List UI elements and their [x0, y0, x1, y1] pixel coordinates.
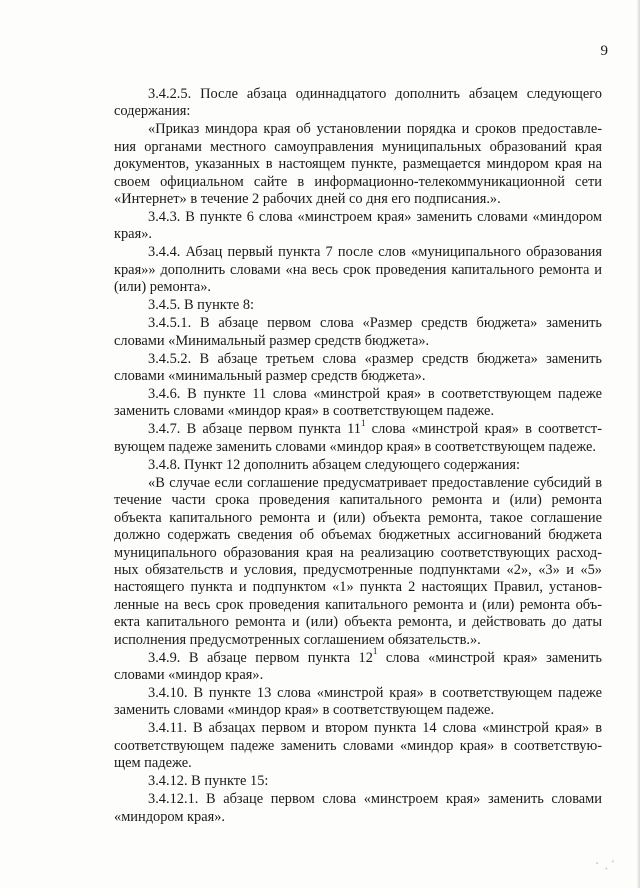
quoted-paragraph-order: «Приказ миндора края об установлении порядка и сроков предоставления органами местного самоуправления муниципальных образований края документов, указанных в настоящем пункте, размещается миндором края на своем официальном сайте в информационно-телекоммуникационной сети «Интернет» в течение 2 рабочих дней со дня его подписания.».: [114, 121, 602, 208]
paragraph-3-4-10: 3.4.10. В пункте 13 слова «минстрой края» в соответствующем падеже заменить словами «миндор края» в соответствующем падеже.: [114, 684, 602, 719]
paragraph-3-4-4: 3.4.4. Абзац первый пункта 7 после слов «муниципального образования края»» дополнить словами «на весь срок проведения капитального ремонта и (или) ремонта».: [114, 244, 602, 296]
scan-artifact: [592, 856, 618, 874]
paragraph-3-4-6: 3.4.6. В пункте 11 слова «минстрой края» в соответствующем падеже заменить словами «миндор края» в соответствующем падеже.: [114, 386, 602, 420]
paragraph-3-4-8: 3.4.8. Пункт 12 дополнить абзацем следующего содержания:: [148, 456, 521, 473]
paragraph-3-4-11: 3.4.11. В абзацах первом и втором пункта 14 слова «минстрой края» в соответствующем падеже заменить словами «миндор края» в соответствующем падеже.: [114, 720, 602, 772]
paragraph-3-4-7-start: 3.4.7. В абзаце первом пункта 11: [148, 421, 361, 438]
superscript-index: 1: [360, 417, 366, 428]
paragraph-3-4-9-end: слова «минстрой края» заменить словами «миндор края».: [114, 649, 602, 683]
paragraph-3-4-9-start: 3.4.9. В абзаце первом пункта 12: [148, 649, 373, 666]
paragraph-3-4-3: 3.4.3. В пункте 6 слова «минстроем края» заменить словами «миндором края».: [114, 209, 602, 243]
superscript-index: 1: [372, 645, 378, 656]
paragraph-3-4-7-end: слова «минстрой края» в соответствующем падеже заменить словами «миндор края» в соответствующем падеже.: [114, 421, 602, 455]
document-body: [114, 86, 602, 827]
paragraph-3-4-9: [114, 645, 602, 685]
paragraph-3-4-12: 3.4.12. В пункте 15:: [148, 773, 269, 790]
paragraph-3-4-7: [114, 417, 602, 456]
quoted-paragraph-subsidies: «В случае если соглашение предусматривает предоставление субсидий в течение части срока проведения капитального ремонта и (или) ремонта объекта капитального ремонта и (или) объекта ремонта, такое соглашение должно содержать сведения об объемах бюджетных ассигнований бюджета муниципального образования края на реализацию соответствующих расходных обязательств и условия, предусмотренные подпунктами «2», «3» и «5» настоящего пункта и подпунктом «1» пункта 2 настоящих Правил, установленные на весь срок проведения капитального ремонта и (или) ремонта объекта капитального ремонта и (или) объекта ремонта, и действовать до даты исполнения предусмотренных соглашением обязательств.».: [114, 474, 602, 648]
paragraph-3-4-5-1: 3.4.5.1. В абзаце первом слова «Размер средств бюджета» заменить словами «Минимальный размер средств бюджета».: [114, 315, 602, 349]
paragraph-3-4-12-1: 3.4.12.1. В абзаце первом слова «минстроем края» заменить словами «миндором края».: [114, 791, 602, 825]
page-number: 9: [600, 43, 608, 59]
paragraph-3-4-5-2: 3.4.5.2. В абзаце третьем слова «размер средств бюджета» заменить словами «минимальный размер средств бюджета».: [114, 350, 602, 385]
paragraph-3-4-2-5: 3.4.2.5. После абзаца одиннадцатого дополнить абзацем следующего содержания:: [114, 86, 602, 120]
paragraph-3-4-5: 3.4.5. В пункте 8:: [148, 297, 255, 314]
